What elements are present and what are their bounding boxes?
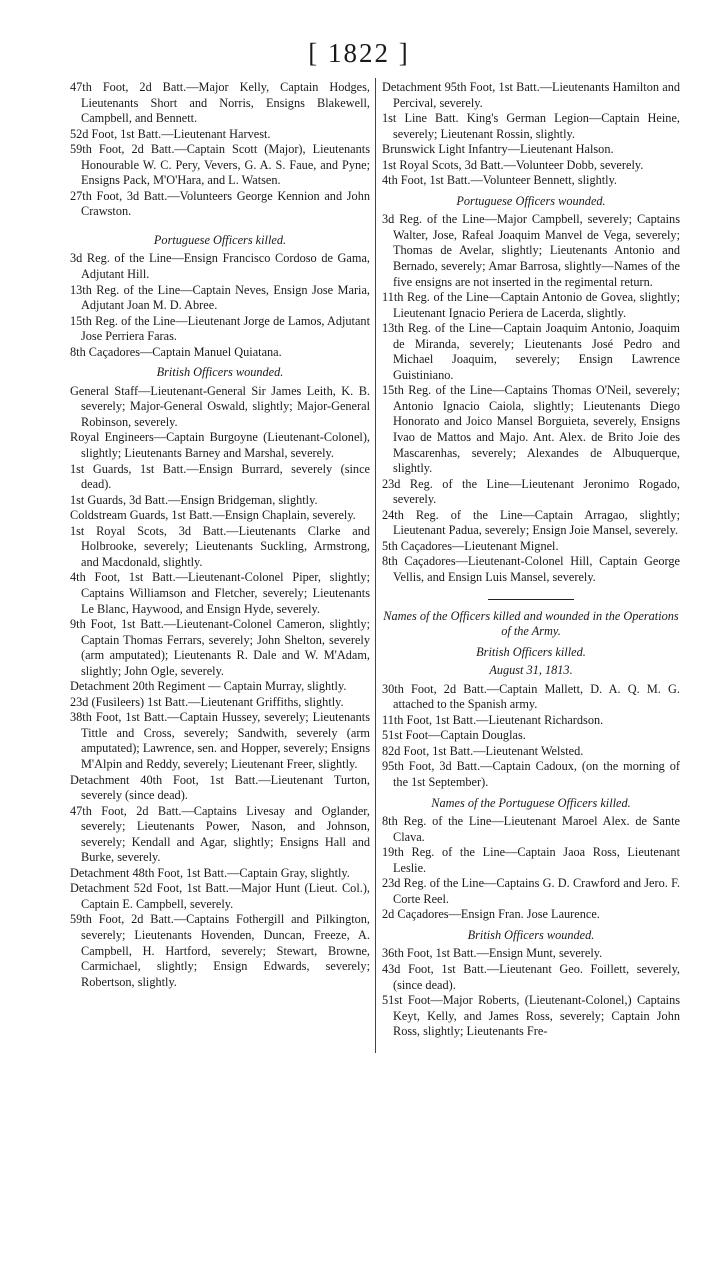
casualty-entry: 13th Reg. of the Line—Captain Neves, Ensign Jose Maria, Adjutant Joan M. D. Abree.	[70, 282, 370, 313]
casualty-entry: 59th Foot, 2d Batt.—Captains Fothergill and Pilkington, severely; Lieutenants Hovenden, Duncan, Freeze, A. Campbell, H. Hartford, severely; Stewart, Browne, Carmichael, slightly; Ensign Edwards, severely; Robertson, slightly.	[70, 912, 370, 989]
casualty-entry: 30th Foot, 2d Batt.—Captain Mallett, D. A. Q. M. G. attached to the Spanish army.	[382, 681, 680, 712]
casualty-entry: Detachment 48th Foot, 1st Batt.—Captain Gray, slightly.	[70, 865, 350, 880]
casualty-entry: 38th Foot, 1st Batt.—Captain Hussey, severely; Lieutenants Tittle and Cross, severely; Sandwith, severely (arm amputated); Lawrence, sen. and Hopper, severely; Ensigns M'Alpin and Reddy, severely; Lieutenant Freer, slightly.	[70, 710, 370, 771]
casualty-entry: 3d Reg. of the Line—Major Campbell, severely; Captains Walter, Jose, Rafeal Joaquim Manvel de Vega, severely; Thomas de Avelar, slightly; Lieutenants Antonio and Bernado, severely; Amar Barrosa, slightly—Names of the five ensigns are not inserted in the regimental return.	[382, 212, 680, 289]
casualty-entry: 15th Reg. of the Line—Lieutenant Jorge de Lamos, Adjutant Jose Perriera Faras.	[70, 313, 370, 344]
section-subheading: British Officers wounded.	[467, 927, 595, 942]
right-column	[382, 80, 680, 1040]
section-subheading: Portuguese Officers killed.	[153, 232, 287, 247]
casualty-entry: 36th Foot, 1st Batt.—Ensign Munt, severely.	[382, 946, 603, 961]
casualty-entry: Detachment 20th Regiment — Captain Murray, slightly.	[70, 679, 347, 694]
casualty-entry: 3d Reg. of the Line—Ensign Francisco Cordoso de Gama, Adjutant Hill.	[70, 251, 370, 282]
casualty-entry: Detachment 40th Foot, 1st Batt.—Lieutenant Turton, severely (since dead).	[70, 772, 370, 803]
casualty-entry: 59th Foot, 2d Batt.—Captain Scott (Major), Lieutenants Honourable W. C. Pery, Vevers, G. A. S. Faue, and Pyne; Ensigns Pack, M'O'Hara, and L. Watsen.	[70, 142, 370, 188]
casualty-entry: 52d Foot, 1st Batt.—Lieutenant Harvest.	[70, 126, 271, 141]
section-subheading: British Officers killed.	[476, 644, 586, 659]
casualty-entry: 82d Foot, 1st Batt.—Lieutenant Welsted.	[382, 743, 584, 758]
casualty-entry: 23d Reg. of the Line—Captains G. D. Crawford and Jero. F. Corte Reel.	[382, 876, 680, 906]
casualty-entry: 95th Foot, 3d Batt.—Captain Cadoux, (on the morning of the 1st September).	[382, 759, 680, 789]
casualty-entry: 4th Foot, 1st Batt.—Lieutenant-Colonel Piper, slightly; Captains Williamson and Fletcher, severely; Lieutenants Le Blanc, Haywood, and Ensign Hyde, severely.	[70, 570, 370, 616]
section-divider	[488, 599, 574, 600]
column-divider	[375, 78, 376, 1053]
section-title: Names of the Officers killed and wounded in the Operations of the Army.	[383, 608, 679, 639]
casualty-entry: 23d (Fusileers) 1st Batt.—Lieutenant Griffiths, slightly.	[70, 694, 344, 709]
casualty-entry: Coldstream Guards, 1st Batt.—Ensign Chaplain, severely.	[70, 508, 356, 523]
page-header: [ 1822 ]	[308, 38, 410, 68]
casualty-entry: 1st Guards, 1st Batt.—Ensign Burrard, severely (since dead).	[70, 461, 370, 492]
casualty-entry: 4th Foot, 1st Batt.—Volunteer Bennett, slightly.	[382, 173, 618, 188]
casualty-entry: 51st Foot—Major Roberts, (Lieutenant-Colonel,) Captains Keyt, Kelly, and James Ross, severely; Captain John Ross, slightly; Lieutenants Fre-	[382, 993, 680, 1039]
casualty-entry: 9th Foot, 1st Batt.—Lieutenant-Colonel Cameron, slightly; Captain Thomas Ferrars, severely; John Shelton, severely (arm amputated); Lieutenants R. Dale and W. M'Adam, slightly; John Ogle, severely.	[70, 617, 370, 678]
spacer	[70, 220, 370, 228]
casualty-entry: 23d Reg. of the Line—Lieutenant Jeronimo Rogado, severely.	[382, 476, 680, 507]
left-column	[70, 80, 370, 990]
casualty-entry: Detachment 52d Foot, 1st Batt.—Major Hunt (Lieut. Col.), Captain E. Campbell, severely.	[70, 881, 370, 911]
casualty-entry: 8th Caçadores—Captain Manuel Quiatana.	[70, 344, 282, 359]
casualty-entry: 8th Reg. of the Line—Lieutenant Maroel Alex. de Sante Clava.	[382, 814, 680, 844]
casualty-entry: 24th Reg. of the Line—Captain Arragao, slightly; Lieutenant Padua, severely; Ensign Joie Mansel, severely.	[382, 507, 680, 538]
casualty-entry: 47th Foot, 2d Batt.—Major Kelly, Captain Hodges, Lieutenants Short and Norris, Ensigns Blakewell, Campbell, and Bennett.	[70, 80, 370, 126]
casualty-entry: General Staff—Lieutenant-General Sir James Leith, K. B. severely; Major-General Oswald, slightly; Major-General Robinson, severely.	[70, 383, 370, 429]
casualty-entry: 11th Reg. of the Line—Captain Antonio de Govea, slightly; Lieutenant Ignacio Periera de Lacerda, slightly.	[382, 290, 680, 320]
section-subheading: Portuguese Officers wounded.	[456, 193, 606, 208]
casualty-entry: 5th Caçadores—Lieutenant Mignel.	[382, 538, 559, 553]
casualty-entry: 15th Reg. of the Line—Captains Thomas O'Neil, severely; Antonio Ignacio Caiola, slightly; Lieutenants Diego Honorato and Joico Mansel Borguieta, severely, Ensigns Ivao de Mattos and Majo. Ant. Alex. de Brito Joie des Mascarenhas, severely; Alexandes de Albuquerque, slightly.	[382, 383, 680, 476]
casualty-entry: 27th Foot, 3d Batt.—Volunteers George Kennion and John Crawston.	[70, 188, 370, 219]
casualty-entry: 51st Foot—Captain Douglas.	[382, 728, 526, 743]
section-date: August 31, 1813.	[489, 663, 573, 678]
casualty-entry: 2d Caçadores—Ensign Fran. Jose Laurence.	[382, 907, 600, 922]
casualty-entry: Royal Engineers—Captain Burgoyne (Lieutenant-Colonel), slightly; Lieutenants Barney and Marshal, severely.	[70, 430, 370, 461]
casualty-entry: 1st Guards, 3d Batt.—Ensign Bridgeman, slightly.	[70, 492, 318, 507]
casualty-entry: 11th Foot, 1st Batt.—Lieutenant Richardson.	[382, 712, 604, 727]
casualty-entry: 43d Foot, 1st Batt.—Lieutenant Geo. Foillett, severely, (since dead).	[382, 961, 680, 992]
casualty-entry: 1st Royal Scots, 3d Batt.—Lieutenants Clarke and Holbrooke, severely; Lieutenants Suckling, Armstrong, and Macdonald, slightly.	[70, 523, 370, 569]
casualty-entry: 13th Reg. of the Line—Captain Joaquim Antonio, Joaquim de Miranda, severely; Lieutenants José Pedro and Michael Joaquim, severely; Ensign Lawrence Guistiniano.	[382, 321, 680, 382]
casualty-entry: Brunswick Light Infantry—Lieutenant Halson.	[382, 142, 614, 157]
casualty-entry: Detachment 95th Foot, 1st Batt.—Lieutenants Hamilton and Percival, severely.	[382, 80, 680, 110]
section-subheading: British Officers wounded.	[156, 365, 284, 380]
section-subheading: Names of the Portuguese Officers killed.	[431, 795, 631, 810]
casualty-entry: 1st Royal Scots, 3d Batt.—Volunteer Dobb, severely.	[382, 157, 644, 172]
casualty-entry: 19th Reg. of the Line—Captain Jaoa Ross, Lieutenant Leslie.	[382, 845, 680, 875]
casualty-entry: 8th Caçadores—Lieutenant-Colonel Hill, Captain George Vellis, and Ensign Luis Mansel, severely.	[382, 554, 680, 584]
casualty-entry: 1st Line Batt. King's German Legion—Captain Heine, severely; Lieutenant Rossin, slightly.	[382, 111, 680, 141]
casualty-entry: 47th Foot, 2d Batt.—Captains Livesay and Oglander, severely; Lieutenants Power, Nason, and Johnson, severely; Kendall and Agar, slightly; Ensigns Hall and Burke, severely.	[70, 803, 370, 865]
